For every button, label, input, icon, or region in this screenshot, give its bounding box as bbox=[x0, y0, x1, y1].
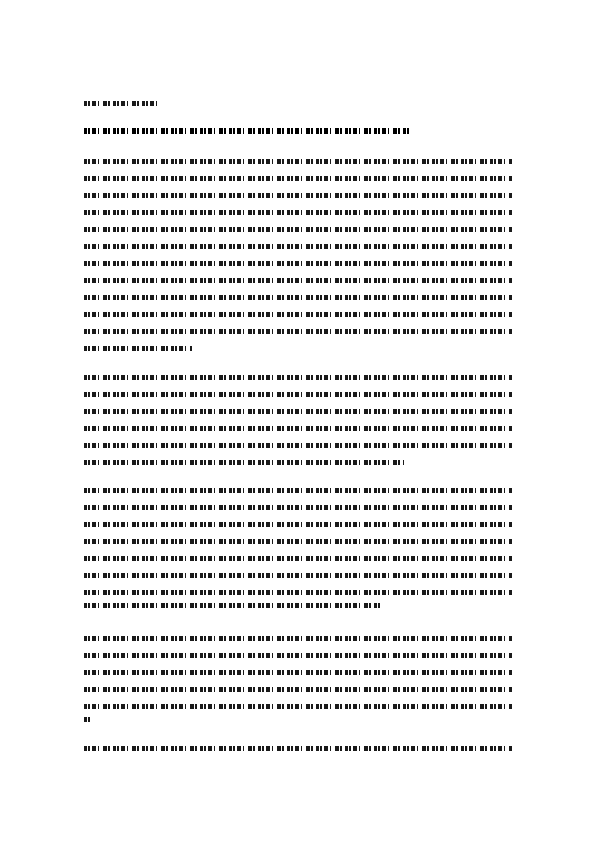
paragraph-line bbox=[84, 687, 512, 692]
paragraph-line bbox=[84, 392, 512, 397]
paragraph-line bbox=[84, 488, 512, 493]
paragraph-line bbox=[84, 193, 512, 198]
paragraph-line bbox=[84, 636, 512, 641]
paragraph-line bbox=[84, 603, 380, 608]
paragraph-line bbox=[84, 522, 512, 527]
paragraph-line bbox=[84, 653, 512, 658]
paragraph-line bbox=[84, 312, 512, 317]
paragraph-line bbox=[84, 409, 512, 414]
paragraph-line bbox=[84, 227, 512, 232]
paragraph-line bbox=[84, 329, 512, 334]
paragraph-line bbox=[84, 746, 512, 751]
paragraph-line bbox=[84, 295, 512, 300]
paragraph-line bbox=[84, 346, 192, 351]
paragraph-line bbox=[84, 375, 512, 380]
paragraph-line bbox=[84, 717, 92, 722]
document-title bbox=[84, 128, 410, 134]
paragraph-line bbox=[84, 426, 512, 431]
paragraph-line bbox=[84, 244, 512, 249]
paragraph-line bbox=[84, 670, 512, 675]
paragraph-line bbox=[84, 278, 512, 283]
paragraph-line bbox=[84, 176, 512, 181]
paragraph-line bbox=[84, 261, 512, 266]
paragraph-line bbox=[84, 704, 512, 709]
paragraph-line bbox=[84, 556, 512, 561]
paragraph-line bbox=[84, 573, 512, 578]
paragraph-line bbox=[84, 590, 512, 595]
paragraph-line bbox=[84, 460, 404, 465]
page-header bbox=[84, 101, 157, 106]
paragraph-line bbox=[84, 505, 512, 510]
paragraph-line bbox=[84, 443, 512, 448]
paragraph-line bbox=[84, 210, 512, 215]
paragraph-line bbox=[84, 539, 512, 544]
paragraph-line bbox=[84, 159, 512, 164]
